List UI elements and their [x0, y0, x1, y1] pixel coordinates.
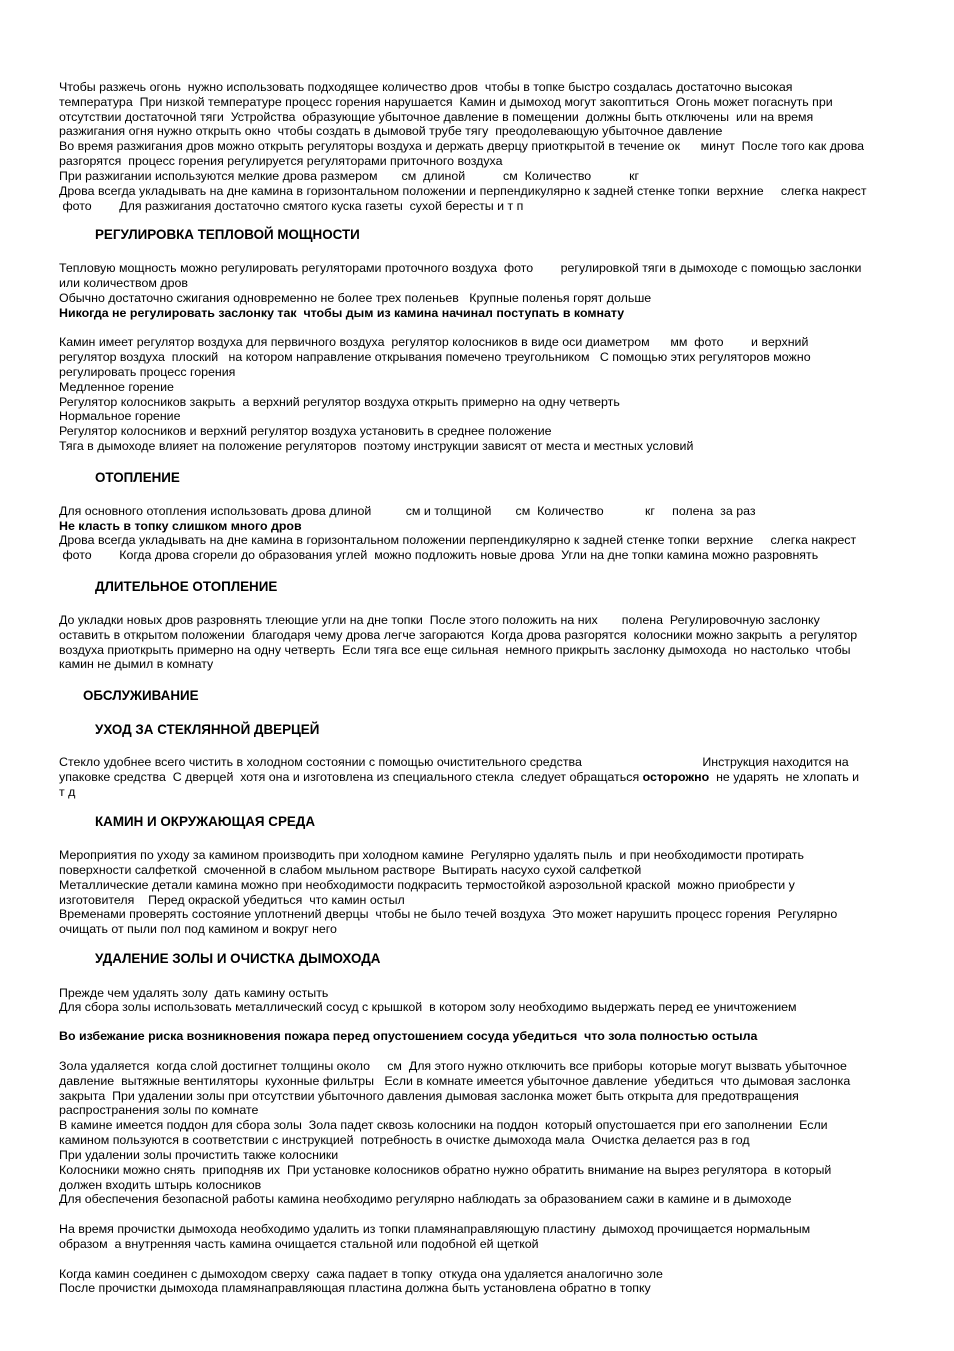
intro-paragraph-2: Во время разжигания дров можно открыть регуляторы воздуха и держать дверцу приоткрытой в течение ок минут После того как дрова разгорятся процесс горения регулируется регуляторами приточного воздуха — [59, 139, 865, 168]
heating-warning-text: Не класть в топку слишком много дров — [59, 519, 302, 533]
ash-warning — [59, 1029, 901, 1044]
heading-glass-care: УХОД ЗА СТЕКЛЯННОЙ ДВЕРЦЕЙ — [95, 722, 320, 737]
heating-paragraph-3: Дрова всегда укладывать на дне камина в горизонтальном положении перпендикулярно к задней стенке топки верхние слегка накрест фото Когда дрова сгорели до образования углей можно подложить новые дрова Угли на дне топки камина можно разровнять — [59, 533, 857, 562]
glass-paragraph — [59, 755, 901, 799]
heading-long-heating: ДЛИТЕЛЬНОЕ ОТОПЛЕНИЕ — [95, 579, 278, 594]
heating-paragraph-1: Для основного отопления использовать дрова длиной см и толщиной см Количество кг полена за раз — [59, 504, 756, 518]
heading-service: ОБСЛУЖИВАНИЕ — [83, 688, 199, 703]
ash-paragraph-4: Зола удаляется когда слой достигнет толщины около см Для этого нужно отключить все приборы которые могут вызвать убыточное давление вытяжные вентиляторы кухонные фильтры Если в комнате имеется убыточное давление убедиться что дымовая заслонка закрыта При удалении золы при отсутствии убыточного давления дымовая заслонка может быть открыта для предотвращения распространения золы по комнате — [59, 1059, 851, 1118]
intro-paragraph-1: Чтобы разжечь огонь нужно использовать подходящее количество дров чтобы в топке быстро создалась достаточно высокая температура При низкой температуре процесс горения нарушается Камин и дымоход могут закоптиться Огонь может погаснуть при отсутствии достаточной тяги Устройства образующие убыточное давление в помещении должны быть отключены или на время разжигания огня нужно открыть окно чтобы создать в дымовой трубе тягу преодолевающую убыточное давление — [59, 80, 833, 139]
ash-paragraph-8: Для обеспечения безопасной работы камина необходимо регулярно наблюдать за образованием сажи в камине и в дымоходе — [59, 1192, 792, 1206]
power-paragraph-1: Тепловую мощность можно регулировать регуляторами проточного воздуха фото регулировкой тяги в дымоходе с помощью заслонки или количеством дров — [59, 261, 862, 290]
ash-paragraph-2: Для сбора золы использовать металлический сосуд с крышкой в котором золу необходимо выдержать перед ее уничтожением — [59, 1000, 797, 1014]
power-slow-burn-text: Регулятор колосников закрыть а верхний регулятор воздуха открыть примерно на одну четверть — [59, 395, 620, 409]
ash-paragraph-7: Колосники можно снять приподняв их При установке колосников обратно нужно обратить внимание на вырез регулятора в который должен входить штырь колосников — [59, 1163, 832, 1192]
heading-power-regulation: РЕГУЛИРОВКА ТЕПЛОВОЙ МОЩНОСТИ — [95, 227, 360, 242]
glass-text-b: не ударять не хлопать и т д — [59, 769, 860, 799]
glass-text-a: Стекло удобнее всего чистить в холодном состоянии с помощью очистительного средства Инструкция находится на упаковке средства С дверцей хотя она и изготовлена из специального стекла следует обращаться — [59, 755, 849, 784]
long-heating-paragraph: До укладки новых дров разровнять тлеющие угли на дне топки После этого положить на них полена Регулировочную заслонку оставить в открытом положении благодаря чему дрова легче загораются Когда дрова разгорятся колосники можно закрыть а регулятор воздуха приоткрыть примерно на одну четверть Если тяга все еще сильная немного прикрыть заслонку дымохода но настолько чтобы камин не дымил в комнату — [59, 613, 858, 672]
ash-paragraph-11: После прочистки дымохода пламянаправляющая пластина должна быть установлена обратно в топку — [59, 1281, 651, 1295]
power-paragraph-2: Обычно достаточно сжигания одновременно не более трех поленьев Крупные поленья горят дольше — [59, 291, 652, 305]
power-warning-text: Никогда не регулировать заслонку так чтобы дым из камина начинал поступать в комнату — [59, 306, 625, 320]
ash-paragraph-5: В камине имеется поддон для сбора золы Зола падет сквозь колосники на поддон который опустошается при его заполнении Если камином пользуются в соответствии с инструкцией потребность в очистке дымохода мала Очистка делается раз в год — [59, 1118, 828, 1147]
power-normal-burn-text: Регулятор колосников и верхний регулятор воздуха установить в среднее положение — [59, 424, 552, 438]
power-normal-burn-label: Нормальное горение — [59, 409, 181, 423]
heading-heating: ОТОПЛЕНИЕ — [95, 470, 180, 485]
ash-warning-text: Во избежание риска возникновения пожара перед опустошением сосуда убедиться что зола полностью остыла — [59, 1029, 758, 1043]
power-warning — [59, 306, 901, 321]
ash-paragraph-6: При удалении золы прочистить также колосники — [59, 1148, 339, 1162]
glass-text-bold: осторожно — [642, 769, 710, 784]
heading-ash-removal: УДАЛЕНИЕ ЗОЛЫ И ОЧИСТКА ДЫМОХОДА — [95, 951, 381, 966]
intro-paragraph-4: Дрова всегда укладывать на дне камина в горизонтальном положении и перпендикулярно к задней стенке топки верхние слегка накрест фото Для разжигания достаточно смятого куска газеты сухой бересты и т п — [59, 184, 867, 213]
heating-warning — [59, 519, 901, 534]
env-paragraph-2: Металлические детали камина можно при необходимости подкрасить термостойкой аэрозольной краской можно приобрести у изготовителя Перед окраской убедиться что камин остыл — [59, 878, 795, 907]
env-paragraph-1: Мероприятия по уходу за камином производить при холодном камине Регулярно удалять пыль и при необходимости протирать поверхности салфеткой смоченной в слабом мыльном растворе Вытирать насухо сухой салфеткой — [59, 848, 804, 877]
heading-environment: КАМИН И ОКРУЖАЮЩАЯ СРЕДА — [95, 814, 316, 829]
power-draft-note: Тяга в дымоходе влияет на положение регуляторов поэтому инструкции зависят от места и местных условий — [59, 439, 694, 453]
intro-paragraph-3: При разжигании используются мелкие дрова размером см длиной см Количество кг — [59, 169, 640, 183]
power-slow-burn-label: Медленное горение — [59, 380, 174, 394]
ash-paragraph-1: Прежде чем удалять золу дать камину остыть — [59, 986, 329, 1000]
ash-paragraph-10: Когда камин соединен с дымоходом сверху сажа падает в топку откуда она удаляется аналогично золе — [59, 1267, 663, 1281]
ash-paragraph-9: На время прочистки дымохода необходимо удалить из топки пламянаправляющую пластину дымоход прочищается нормальным образом а внутренняя часть камина очищается стальной или подобной ей щеткой — [59, 1222, 811, 1251]
env-paragraph-3: Временами проверять состояние уплотнений дверцы чтобы не было течей воздуха Это может нарушить процесс горения Регулярно очищать от пыли пол под камином и вокруг него — [59, 907, 838, 936]
power-paragraph-4: Камин имеет регулятор воздуха для первичного воздуха регулятор колосников в виде оси диаметром мм фото и верхний регулятор воздуха плоский на котором направление открывания помечено треугольником С помощью этих регуляторов можно регулировать процесс горения — [59, 335, 811, 379]
